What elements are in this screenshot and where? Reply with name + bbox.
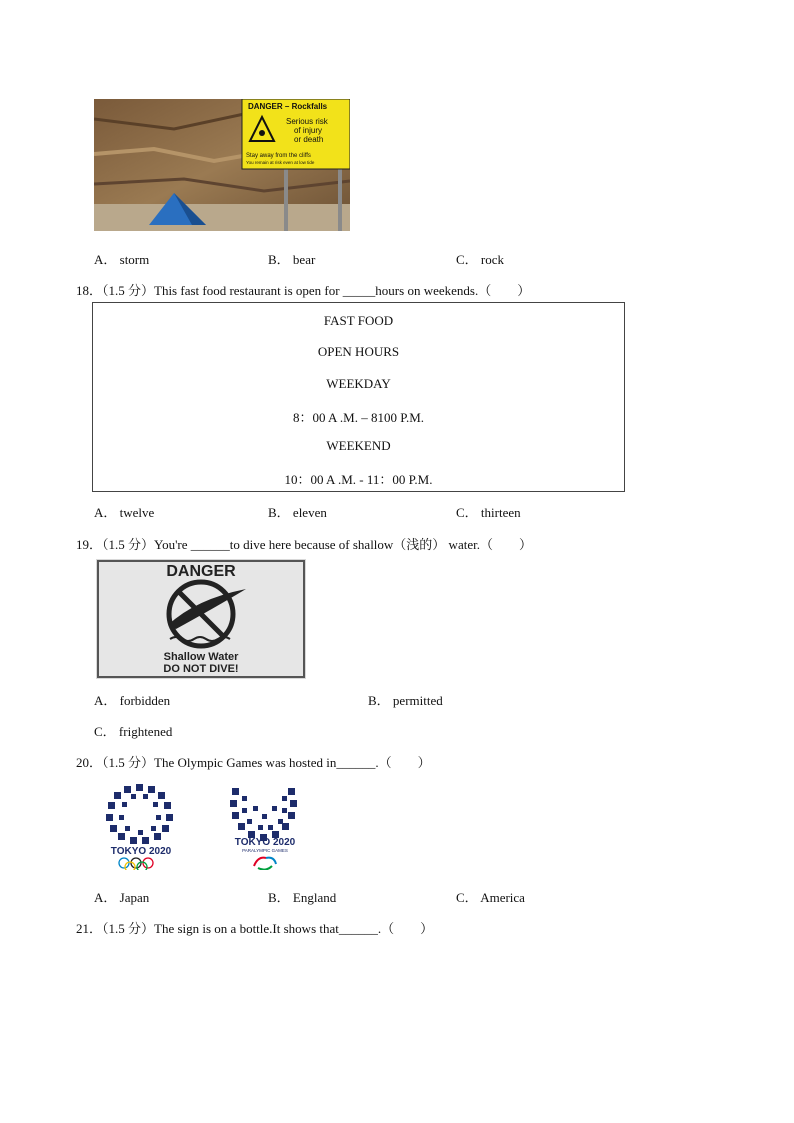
box-line-5: WEEKEND: [326, 438, 391, 453]
q21-stem: 21．（1.5 分）The sign is on a bottle.It shows that______.（ ）: [76, 921, 434, 936]
q18-option-c[interactable]: C． thirteen: [456, 505, 521, 520]
rockfall-photo: [94, 99, 350, 231]
rockfall-sign-title: DANGER – Rockfalls: [248, 102, 328, 111]
q20-option-b[interactable]: B． England: [268, 890, 337, 905]
rockfall-sign-line2: of injury: [294, 126, 323, 135]
q18-stem: 18．（1.5 分）This fast food restaurant is open for _____hours on weekends.（ ）: [76, 283, 531, 298]
no-diving-sign-line2: DO NOT DIVE!: [163, 663, 239, 675]
q20-stem: 20．（1.5 分）The Olympic Games was hosted in______.（ ）: [76, 755, 431, 770]
box-line-3: WEEKDAY: [326, 376, 391, 391]
logo2-subtext: PARALYMPIC GAMES: [242, 848, 288, 853]
box-line-4: 8：00 A .M. – 8100 P.M.: [292, 410, 425, 425]
q17-option-a[interactable]: A． storm: [94, 252, 150, 267]
rockfall-sign-line5: You remain at risk even at low tide: [246, 160, 315, 165]
opening-hours-box: [92, 302, 625, 492]
q17-option-c[interactable]: C． rock: [456, 252, 505, 267]
q17-option-b[interactable]: B． bear: [268, 252, 316, 267]
logo2-text: TOKYO 2020: [234, 837, 296, 848]
rockfall-sign-line4: Stay away from the cliffs: [246, 153, 311, 159]
q18-option-a[interactable]: A． twelve: [94, 505, 155, 520]
no-diving-sign-line1: Shallow Water: [163, 651, 239, 663]
box-line-6: 10：00 A .M. - 11：00 P.M.: [284, 472, 433, 487]
q19-option-b[interactable]: B． permitted: [368, 693, 443, 708]
rockfall-sign-line3: or death: [294, 135, 324, 144]
rockfall-sign-line1: Serious risk: [286, 117, 328, 126]
q20-option-a[interactable]: A． Japan: [94, 890, 150, 905]
tokyo-paralympic-logo: [220, 782, 310, 870]
q19-option-c[interactable]: C． frightened: [94, 724, 173, 739]
box-line-2: OPEN HOURS: [317, 344, 400, 359]
q19-stem: 19．（1.5 分）You're ______to dive here because of shallow（浅的） water.（ ）: [76, 537, 532, 552]
q19-option-a[interactable]: A． forbidden: [94, 693, 171, 708]
q20-option-c[interactable]: C． America: [456, 890, 525, 905]
logo1-text: TOKYO 2020: [110, 846, 172, 857]
q18-option-b[interactable]: B． eleven: [268, 505, 327, 520]
tokyo-olympic-logo: [96, 782, 186, 870]
box-line-1: FAST FOOD: [323, 313, 394, 328]
no-diving-sign: [96, 559, 306, 679]
no-diving-sign-title: DANGER: [166, 563, 236, 580]
